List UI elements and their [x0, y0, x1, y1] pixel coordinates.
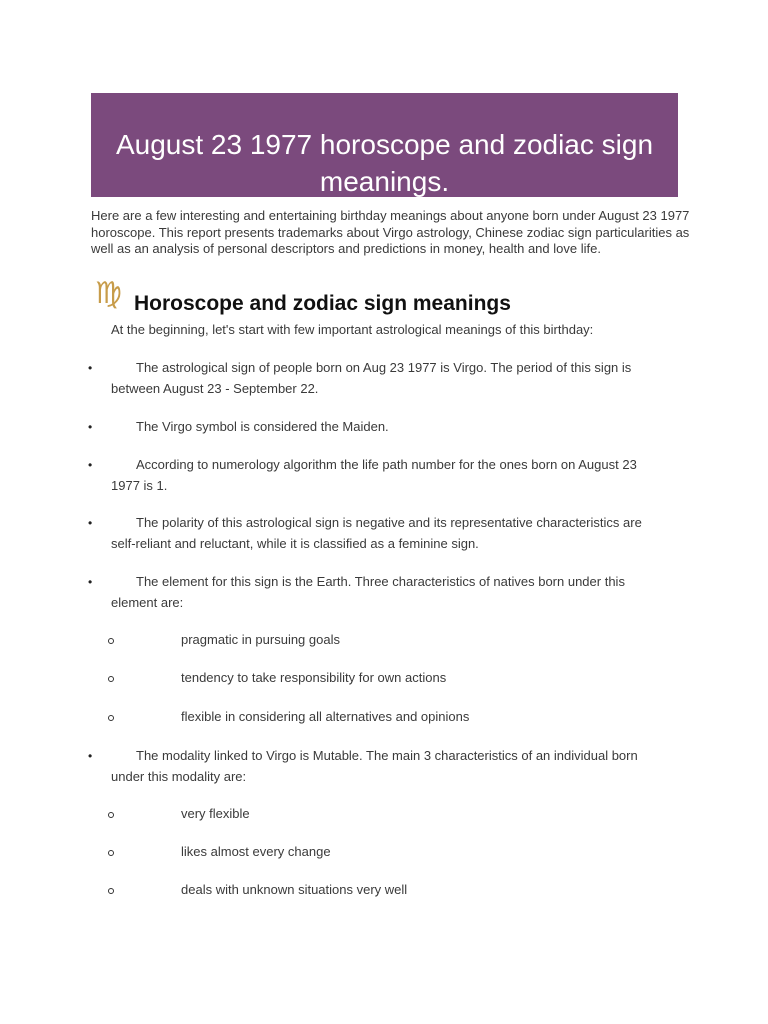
circle-bullet	[108, 850, 114, 856]
circle-bullet	[108, 638, 114, 644]
bullet: •	[88, 458, 93, 472]
bullet: •	[88, 575, 93, 589]
bullet: •	[88, 420, 93, 434]
list-item-text: The modality linked to Virgo is Mutable. The main 3 characteristics of an individual born under this modality are:	[111, 748, 638, 784]
title-banner	[91, 93, 678, 197]
circle-bullet	[108, 715, 114, 721]
sub-list-item-text: deals with unknown situations very well	[181, 882, 408, 897]
bullet: •	[88, 516, 93, 530]
sub-list-item-text: tendency to take responsibility for own actions	[181, 670, 447, 685]
circle-bullet	[108, 812, 114, 818]
sub-list-item-text: likes almost every change	[181, 844, 331, 859]
list-item-text: The Virgo symbol is considered the Maiden.	[136, 419, 389, 434]
page-title-line-2: meanings.	[319, 166, 450, 197]
virgo-icon: ♍	[95, 276, 122, 311]
bullet: •	[88, 361, 93, 375]
section-title: Horoscope and zodiac sign meanings	[134, 292, 511, 315]
sub-list-item-text: very flexible	[181, 806, 250, 821]
bullet: •	[88, 749, 93, 763]
intro-paragraph: Here are a few interesting and entertaining birthday meanings about anyone born under August 23 1977 horoscope. This report presents trademarks about Virgo astrology, Chinese zodiac sign particularities as well as an analysis of personal descriptors and predictions in money, health and love life.	[91, 208, 690, 256]
list-item-text: The astrological sign of people born on Aug 23 1977 is Virgo. The period of this sign is between August 23 - September 22.	[111, 360, 632, 396]
section-lead: At the beginning, let's start with few important astrological meanings of this birthday:	[111, 322, 594, 337]
list-item-text: The element for this sign is the Earth. Three characteristics of natives born under this element are:	[111, 574, 625, 610]
list-item-text: The polarity of this astrological sign is negative and its representative characteristics are self-reliant and reluctant, while it is classified as a feminine sign.	[111, 515, 642, 551]
section-heading	[95, 277, 695, 321]
circle-bullet	[108, 676, 114, 682]
sub-list-item-text: pragmatic in pursuing goals	[181, 632, 340, 647]
sub-list-item-text: flexible in considering all alternatives and opinions	[181, 709, 470, 724]
list-item-text: According to numerology algorithm the life path number for the ones born on August 23 1977 is 1.	[111, 457, 637, 493]
circle-bullet	[108, 888, 114, 894]
page-title-line-1: August 23 1977 horoscope and zodiac sign	[115, 129, 654, 160]
